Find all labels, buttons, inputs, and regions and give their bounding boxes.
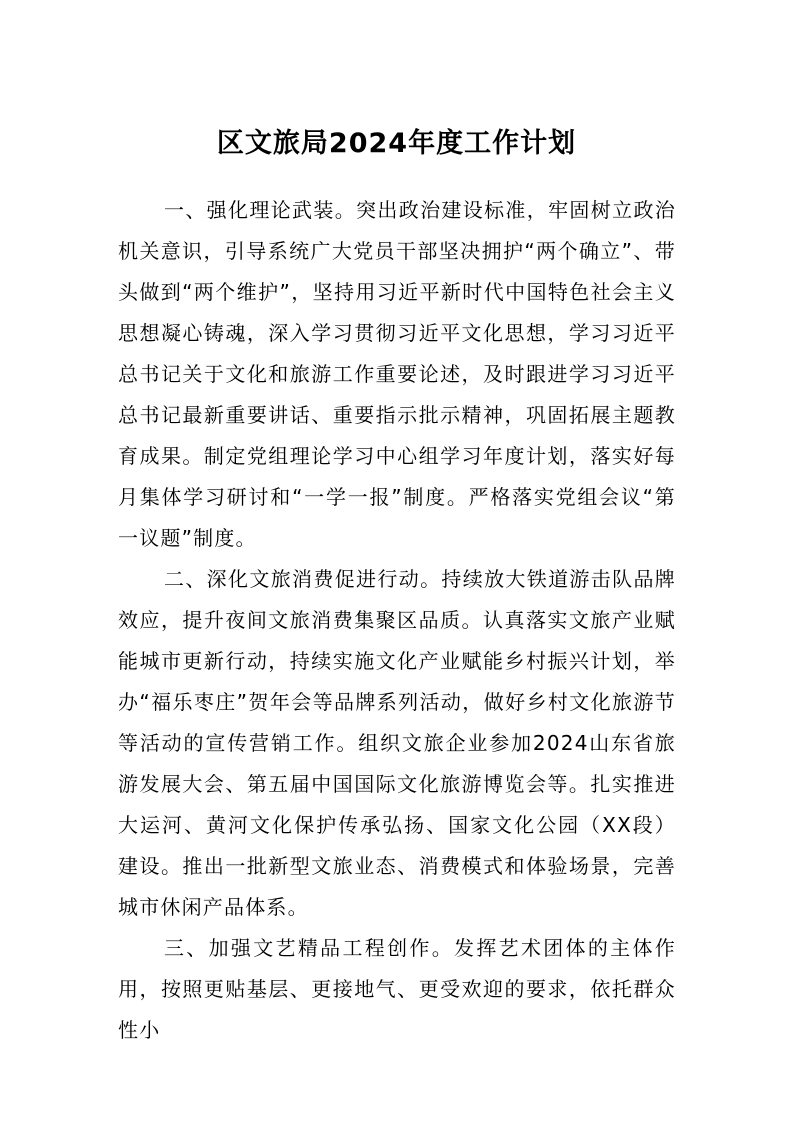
document-title: 区文旅局2024年度工作计划 [216,128,577,159]
paragraph-1: 一、强化理论武装。突出政治建设标准，牢固树立政治机关意识，引导系统广大党员干部坚决拥护“两个确立”、带头做到“两个维护”，坚持用习近平新时代中国特色社会主义思想凝心铸魂，深入学习贯彻习近平文化思想，学习习近平总书记关于文化和旅游工作重要论述，及时跟进学习习近平总书记最新重要讲话、重要指示批示精神，巩固拓展主题教育成果。制定党组理论学习中心组学习年度计划，落实好每月集体学习研讨和“一学一报”制度。严格落实党组会议“第一议题”制度。 [118,198,676,550]
paragraph-3: 三、加强文艺精品工程创作。发挥艺术团体的主体作用，按照更贴基层、更接地气、更受欢迎的要求，依托群众性小 [118,936,676,1042]
document-body [118,190,676,1051]
paragraph-2: 二、深化文旅消费促进行动。持续放大铁道游击队品牌效应，提升夜间文旅消费集聚区品质。认真落实文旅产业赋能城市更新行动，持续实施文化产业赋能乡村振兴计划，举办“福乐枣庄”贺年会等品牌系列活动，做好乡村文化旅游节等活动的宣传营销工作。组织文旅企业参加2024山东省旅游发展大会、第五届中国国际文化旅游博览会等。扎实推进大运河、黄河文化保护传承弘扬、国家文化公园（XX段）建设。推出一批新型文旅业态、消费模式和体验场景，完善城市休闲产品体系。 [118,567,676,919]
